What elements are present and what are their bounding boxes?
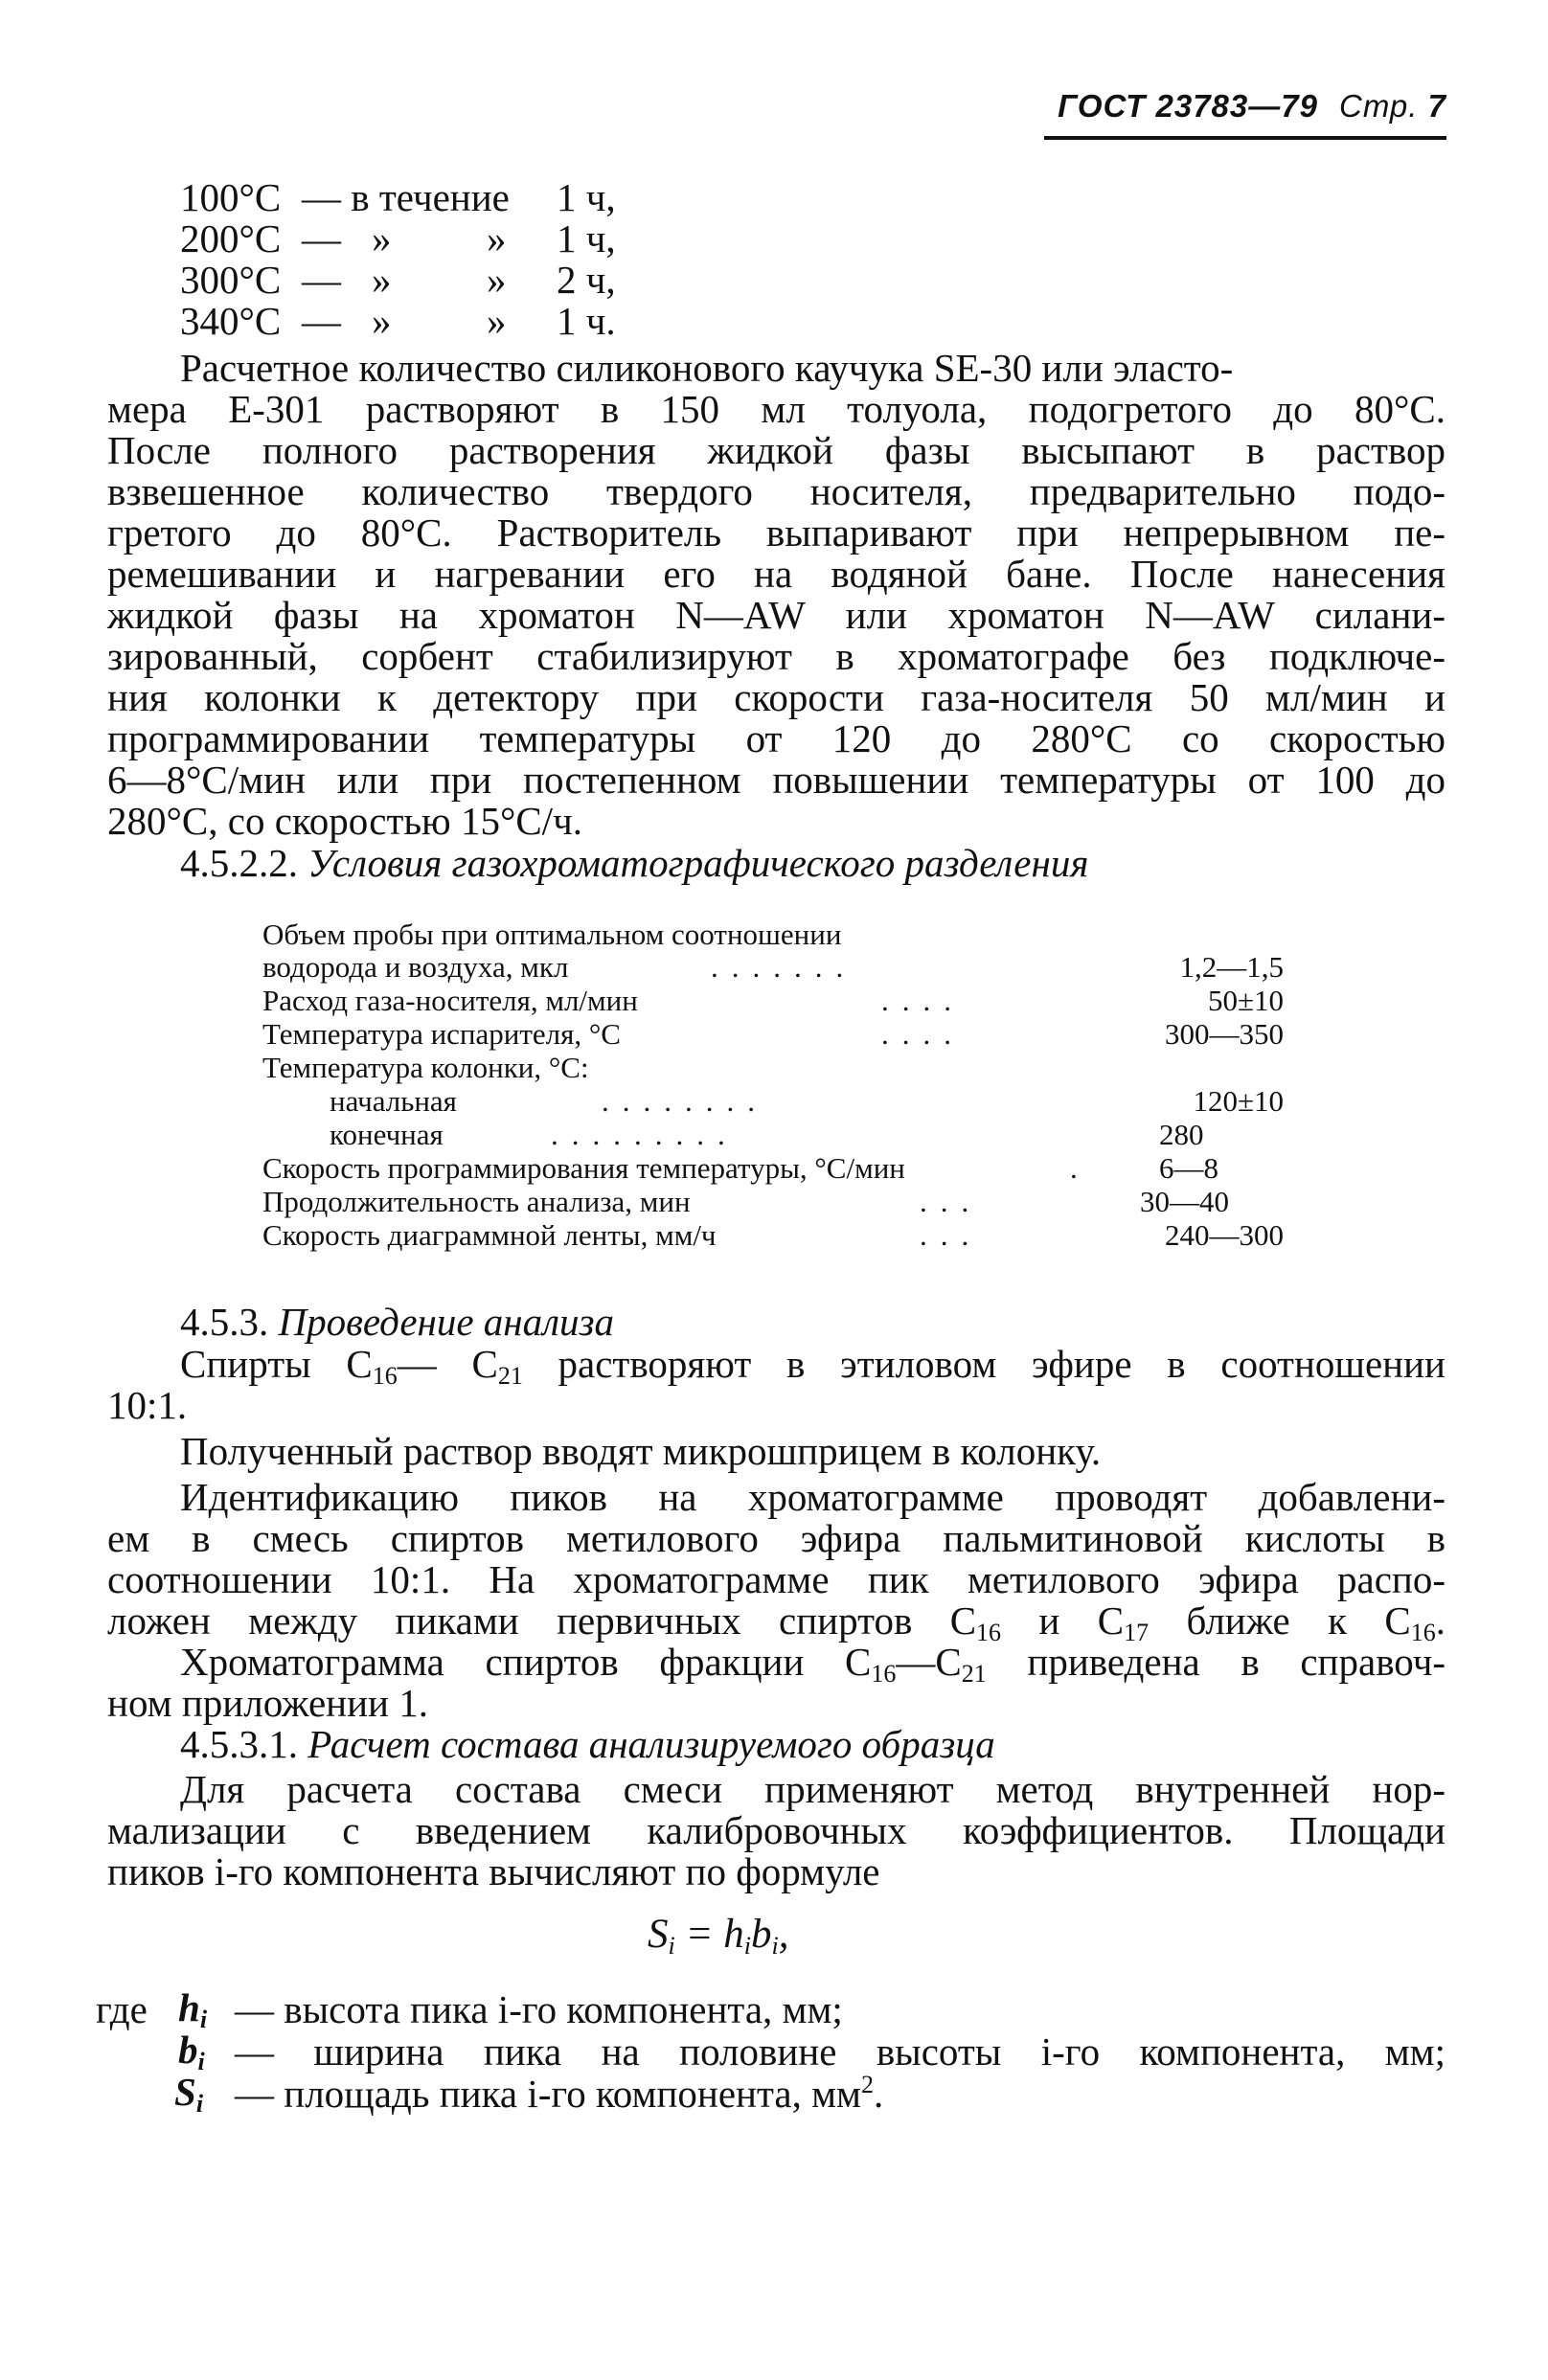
condition-label: конечная: [330, 1118, 444, 1151]
condition-value: 120±10: [1193, 1084, 1284, 1118]
legend-symbol-h: $h_i$: [178, 1985, 208, 2033]
paragraph-line: программировании температуры от 120 до 280°С со скоростью: [107, 716, 1446, 760]
paragraph-line: ем в смесь спиртов метилового эфира пальмитиновой кислоты в: [107, 1516, 1446, 1560]
condition-label: Расход газа-носителя, мл/мин: [262, 984, 638, 1017]
gost-number: ГОСТ 23783—79: [1058, 88, 1318, 124]
paragraph-line: мализации с введением калибровочных коэффициентов. Площади: [107, 1808, 1446, 1852]
paragraph-line: Идентификацию пиков на хроматограмме проводят добавлени-: [180, 1475, 1446, 1519]
condition-value: 50±10: [1207, 984, 1284, 1017]
paragraph-line: Спирты $С_{16}—$ $С_{21}$ растворяют в этиловом эфире в соотношении: [180, 1342, 1446, 1390]
condition-label: Температура испарителя, °С: [262, 1017, 621, 1051]
paragraph-line: Полученный раствор вводят микрошприцем в колонку.: [180, 1429, 1102, 1473]
condition-label: Скорость программирования температуры, °С/мин: [262, 1151, 905, 1185]
paragraph-line: пиков i-го компонента вычисляют по формуле: [107, 1849, 880, 1893]
condition-value: 280: [1159, 1118, 1204, 1151]
paragraph-line: Расчетное количество силиконового каучука SE-30 или эласто-: [180, 346, 1234, 390]
legend-symbol-b: $b_i$: [178, 2028, 205, 2075]
leader-dots: ........: [602, 1084, 768, 1118]
paragraph-line: После полного растворения жидкой фазы высыпают в раствор: [107, 428, 1446, 472]
paragraph-line: взвешенное количество твердого носителя, предварительно подо-: [107, 469, 1446, 513]
legend-s: — площадь пика i-го компонента, $мм^2$.: [235, 2071, 884, 2116]
leader-dots: ....: [881, 1017, 965, 1051]
leader-dots: .......: [711, 950, 857, 984]
paragraph-line: 10:1.: [107, 1383, 188, 1427]
condition-value: 6—8: [1159, 1151, 1218, 1185]
condition-label: Скорость диаграммной ленты, мм/ч: [262, 1218, 717, 1252]
paragraph-line: ремешивании и нагревании его на водяной бане. После нанесения: [107, 552, 1446, 596]
section-heading-453: 4.5.3. Проведение анализа: [180, 1300, 615, 1344]
section-heading-4522: 4.5.2.2. Условия газохроматографического разделения: [180, 841, 1089, 885]
leader-dots: ...: [920, 1185, 983, 1218]
paragraph-line: соотношении 10:1. На хроматограмме пик метилового эфира распо-: [107, 1557, 1446, 1601]
page-header: [1006, 88, 1446, 125]
legend-symbol-s: $S_i$: [174, 2070, 204, 2118]
leader-dots: ....: [881, 984, 965, 1017]
paragraph-line: 280°С, со скоростью 15°С/ч.: [107, 799, 582, 843]
condition-label: водорода и воздуха, мкл: [262, 950, 569, 984]
section-heading-4531: 4.5.3.1. Расчет состава анализируемого образца: [180, 1722, 995, 1766]
paragraph-line: зированный, сорбент стабилизируют в хроматографе без подключе-: [107, 634, 1446, 678]
header-rule: [1044, 136, 1446, 140]
legend-h: — высота пика i-го компонента, мм;: [235, 1987, 843, 2031]
page-label: Стр.: [1338, 88, 1419, 124]
paragraph-line: 6—8°С/мин или при постепенном повышении температуры от 100 до: [107, 758, 1446, 802]
paragraph-line: ложен между пиками первичных спиртов $С_{16}$ и $С_{17}$ ближе к $С_{16}$.: [107, 1598, 1446, 1646]
paragraph-line: Хроматограмма спиртов фракции $С_{16}—С_{21}$ приведена в справоч-: [180, 1640, 1446, 1688]
paragraph-line: ния колонки к детектору при скорости газа-носителя 50 мл/мин и: [107, 675, 1446, 719]
paragraph-line: Для расчета состава смеси применяют метод внутренней нор-: [180, 1767, 1446, 1811]
legend-b: — ширина пика на половине высоты i-го компонента, мм;: [235, 2029, 1446, 2074]
condition-value: 300—350: [1165, 1017, 1284, 1051]
page-number: 7: [1427, 88, 1446, 124]
leader-dots: ...: [920, 1218, 983, 1252]
condition-value: 240—300: [1165, 1218, 1284, 1252]
formula: $S_i = h_ib_i$,: [648, 1912, 789, 1960]
leader-dots: .: [1070, 1151, 1091, 1185]
paragraph-line: мера Е-301 растворяют в 150 мл толуола, подогретого до 80°С.: [107, 387, 1446, 431]
paragraph-line: гретого до 80°С. Растворитель выпаривают при непрерывном пе-: [107, 510, 1446, 555]
legend-where: где: [96, 1987, 148, 2031]
condition-label: Объем пробы при оптимальном соотношении: [262, 918, 842, 951]
paragraph-line: жидкой фазы на хроматон N—AW или хроматон N—AW силани-: [107, 593, 1446, 637]
condition-value: 1,2—1,5: [1179, 950, 1284, 984]
paragraph-line: ном приложении 1.: [107, 1681, 428, 1725]
condition-label: Температура колонки, °С:: [262, 1051, 589, 1084]
condition-label: Продолжительность анализа, мин: [262, 1185, 691, 1218]
condition-value: 30—40: [1140, 1185, 1229, 1218]
condition-label: начальная: [330, 1084, 457, 1118]
leader-dots: .........: [551, 1118, 739, 1151]
